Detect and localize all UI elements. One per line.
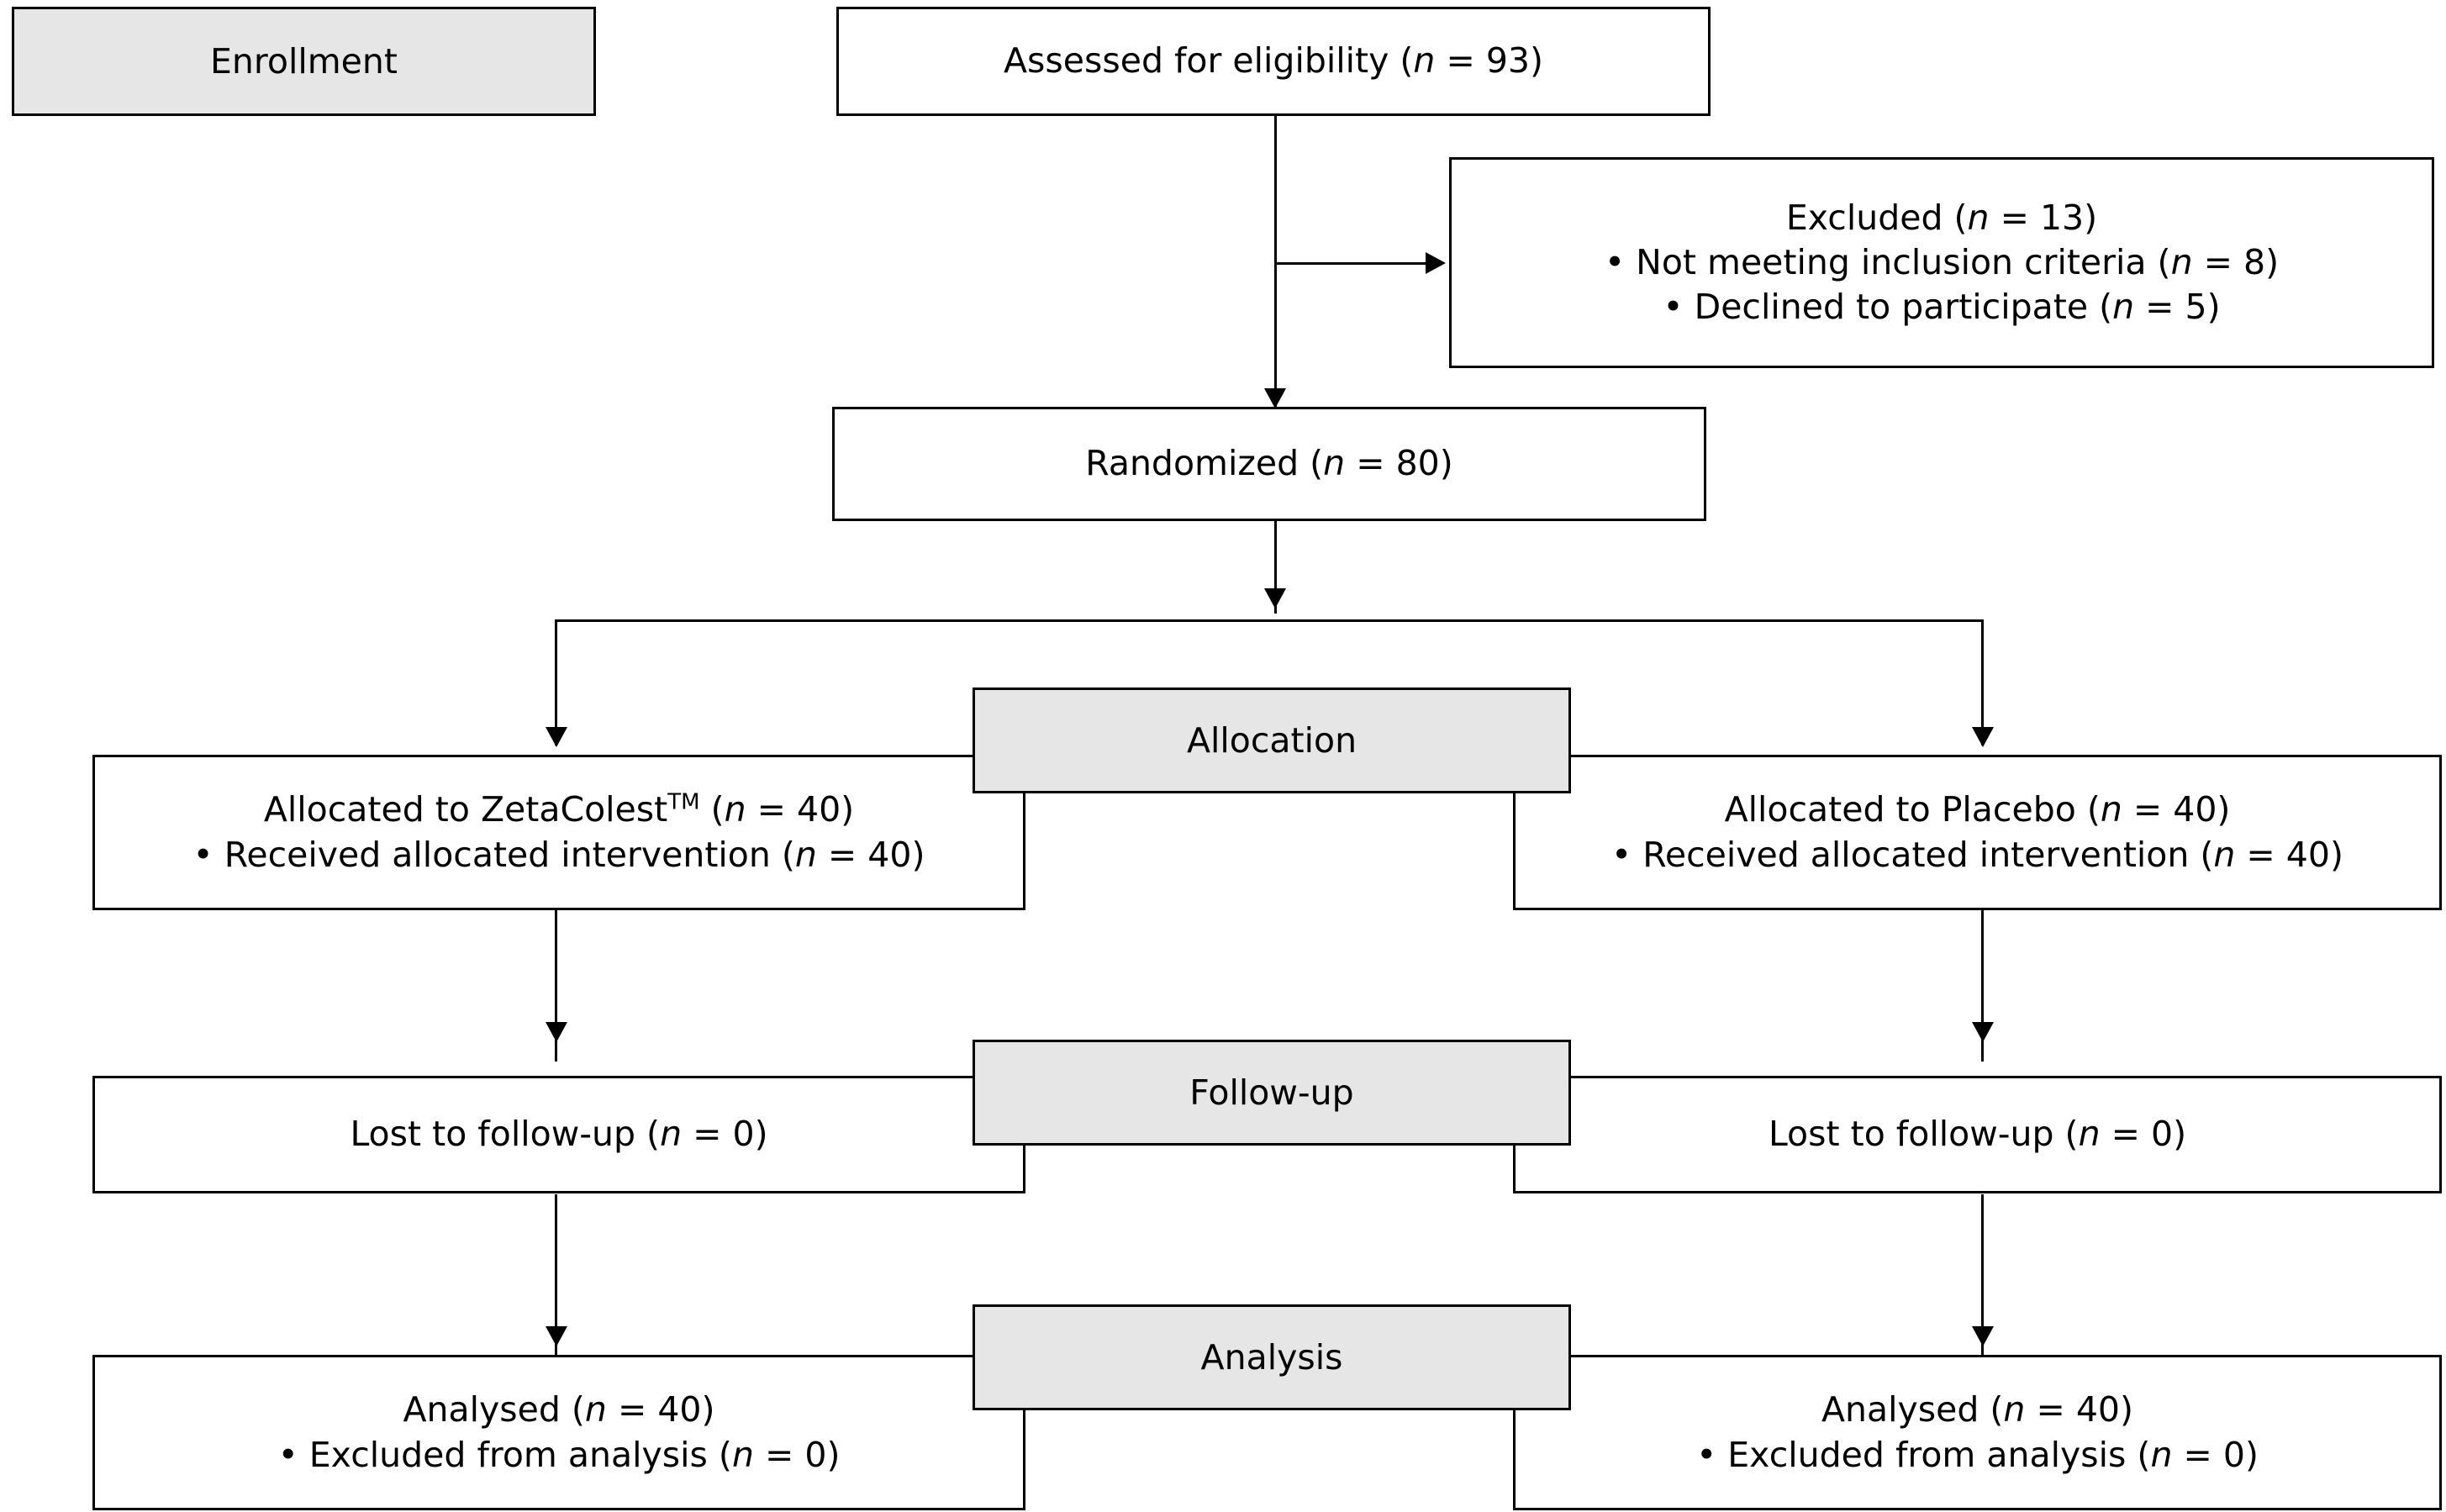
allocated-left-line-1: Allocated to ZetaColest™ (n = 40) [263,789,855,830]
stage-enrollment-text: Enrollment [210,41,398,82]
node-allocated-zetacolest [92,755,1025,910]
arrow-into-followup-right [1972,1022,1994,1042]
arrow-into-allocated-right [1972,727,1994,747]
stage-label-analysis [973,1304,1571,1410]
stage-allocation-text: Allocation [1186,720,1357,761]
followup-right-line-1: Lost to follow-up (n = 0) [1768,1114,2187,1155]
arrow-to-excluded [1426,252,1446,274]
node-randomized [832,407,1706,521]
connector-assessed-to-excluded [1274,262,1426,265]
excluded-line-1: Excluded (n = 13) [1785,197,2098,238]
connector-split-horizontal [555,619,1984,622]
analysis-right-line-1: Analysed (n = 40) [1821,1389,2134,1430]
connector-assessed-to-randomized [1274,114,1277,407]
allocated-right-line-1: Allocated to Placebo (n = 40) [1724,789,2231,830]
stage-label-followup [973,1040,1571,1146]
excluded-line-2: • Not meeting inclusion criteria (n = 8) [1604,241,2280,282]
arrow-into-randomized [1264,388,1286,408]
randomized-line-1: Randomized (n = 80) [1085,443,1453,484]
analysis-right-line-2: • Excluded from analysis (n = 0) [1696,1434,2259,1475]
analysis-left-line-2: • Excluded from analysis (n = 0) [277,1434,841,1475]
node-lost-to-followup-left [92,1076,1025,1193]
node-excluded [1449,157,2434,368]
arrow-into-followup-left [546,1022,567,1042]
analysis-left-line-1: Analysed (n = 40) [403,1389,715,1430]
arrow-into-analysis-left [546,1326,567,1346]
arrow-randomized-split [1264,588,1286,608]
node-lost-to-followup-right [1513,1076,2442,1193]
allocated-right-line-2: • Received allocated intervention (n = 40) [1611,834,2343,875]
stage-label-allocation [973,688,1571,793]
node-allocated-placebo [1513,755,2442,910]
stage-analysis-text: Analysis [1200,1337,1343,1378]
node-analysed-left [92,1355,1025,1510]
followup-left-line-1: Lost to follow-up (n = 0) [350,1114,768,1155]
arrow-into-allocated-left [546,727,567,747]
allocated-left-line-2: • Received allocated intervention (n = 40) [192,834,925,875]
stage-label-enrollment [12,7,596,116]
node-assessed-for-eligibility [836,7,1711,116]
stage-followup-text: Follow-up [1189,1072,1354,1113]
assessed-line-1: Assessed for eligibility (n = 93) [1004,40,1543,82]
node-analysed-right [1513,1355,2442,1510]
excluded-line-3: • Declined to participate (n = 5) [1663,287,2221,328]
arrow-into-analysis-right [1972,1326,1994,1346]
